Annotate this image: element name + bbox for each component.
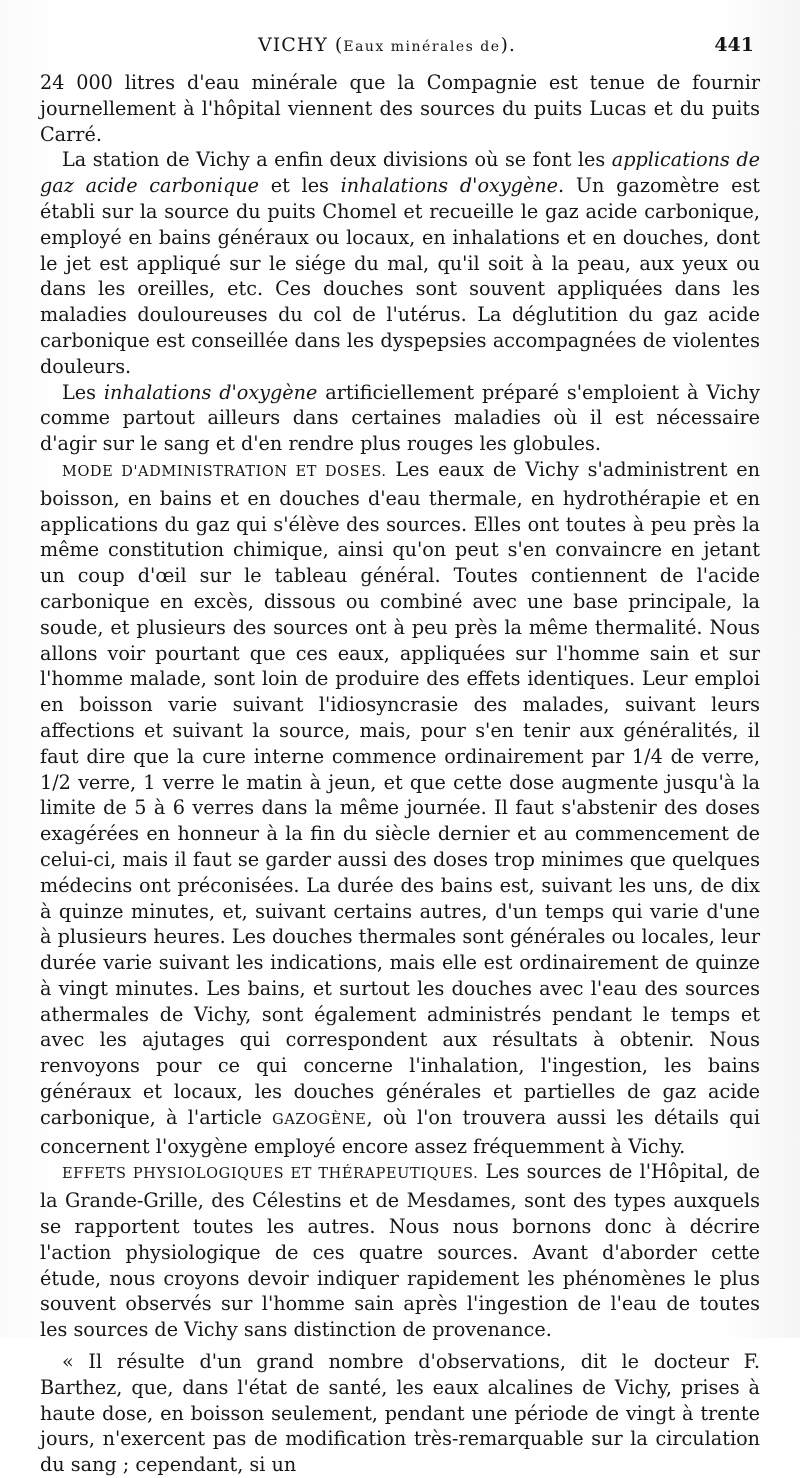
cross-reference-gazogene: GAZOGÈNE xyxy=(272,1111,367,1128)
running-title-smallcaps: Eaux minérales de xyxy=(343,39,501,55)
paragraph-text: La station de Vichy a enfin deux divisions où se font les xyxy=(62,148,612,172)
paragraph-text: 24 000 litres d'eau minérale que la Compagnie est tenue de fournir journellement à l'hôpital viennent des sources du puits Lucas et du puits Carré. xyxy=(40,71,760,146)
running-title-end: ). xyxy=(500,34,516,56)
body-text xyxy=(40,70,760,1478)
section-heading-administration: MODE D'ADMINISTRATION ET DOSES. xyxy=(62,463,387,480)
paragraph-administration xyxy=(40,457,760,1160)
running-head xyxy=(0,32,800,60)
running-title xyxy=(258,34,516,56)
paragraph-text: artificiellement préparé s'emploient à Vichy comme partout ailleurs dans certaines maladies où il est nécessaire d'agir sur le sang et d'en rendre plus rouges les globules. xyxy=(40,380,760,456)
paragraph-text: Les eaux de Vichy s'administrent en boisson, en bains et en douches d'eau thermale, en hydrothérapie et en applications du gaz qui s'élève des sources. Elles ont toutes à peu près la même constitution chimique, ainsi qu'on peut s'en convaincre en jetant un coup d'œil sur le tableau général. Toutes contiennent de l'acide carbonique en excès, dissous ou combiné avec une base principale, la soude, et plusieurs des sources ont à peu près la même thermalité. Nous allons voir pourtant que ces eaux, appliquées sur l'homme sain et sur l'homme malade, sont loin de produire des effets identiques. Leur emploi en boisson varie suivant l'idiosyncrasie des malades, suivant leurs affections et suivant la source, mais, pour s'en tenir aux généralités, il faut dire que la cure interne commence ordinairement par 1/4 de verre, 1/2 verre, 1 verre le matin à jeun, et que cette dose augmente jusqu'à la limite de 5 à 6 verres dans la même journée. Il faut s'abstenir des doses exagérées en honneur à la fin du siècle dernier et au commencement de celui-ci, mais il faut se garder aussi des doses trop minimes que quelques médecins ont préconisées. La durée des bains est, suivant les uns, de dix à quinze minutes, et, suivant certains autres, d'un temps qui varie d'une à plusieurs heures. Les douches thermales sont générales ou locales, leur durée varie suivant les indications, mais elle est ordinairement de quinze à vingt minutes. Les bains, et surtout les douches avec l'eau des sources athermales de Vichy, sont également administrés pendant le temps et avec les ajutages qui correspondent aux résultats à obtenir. Nous renvoyons pour ce qui concerne l'inhalation, l'ingestion, les bains généraux et locaux, les douches générales et partielles de gaz acide carbonique, à l'article xyxy=(40,457,760,1129)
paragraph-continuation xyxy=(40,70,760,147)
paragraph-gas-station xyxy=(40,147,760,379)
running-title-main: VICHY ( xyxy=(258,34,344,56)
paragraph-text: Les sources de l'Hôpital, de la Grande-Grille, des Célestins et de Mesdames, sont des types auxquels se rapportent toutes les autres. Nous nous bornons donc à décrire l'action physiologique de ces quatre sources. Avant d'aborder cette étude, nous croyons devoir indiquer rapidement les phénomènes le plus souvent observés sur l'homme sain après l'ingestion de l'eau de toutes les sources de Vichy sans distinction de provenance. xyxy=(40,1160,760,1342)
paragraph-text: et les xyxy=(258,174,341,198)
paragraph-effects xyxy=(40,1159,760,1343)
paragraph-text: Un gazomètre est établi sur la source du puits Chomel et recueille le gaz acide carbonique, employé en bains généraux ou locaux, en inhalations et en douches, dont le jet est appliqué sur le siége du mal, qu'il soit à la peau, aux yeux ou dans les oreilles, etc. Ces douches sont souvent appliquées dans les maladies douloureuses du col de l'utérus. La déglutition du gaz acide carbonique est conseillée dans les dyspepsies accompagnées de violentes douleurs. xyxy=(40,174,760,378)
paragraph-quotation xyxy=(40,1349,760,1478)
italic-term: inhalations d'oxygène. xyxy=(340,174,565,198)
page-number: 441 xyxy=(714,34,754,56)
section-heading-effects: EFFETS PHYSIOLOGIQUES ET THÉRAPEUTIQUES. xyxy=(62,1166,479,1183)
paragraph-oxygen xyxy=(40,380,760,457)
paragraph-text: , où l'on trouvera aussi les détails qui concernent l'oxygène employé encore assez fréquemment à Vichy. xyxy=(40,1105,760,1158)
paragraph-text: « Il résulte d'un grand nombre d'observations, dit le docteur F. Barthez, que, dans l'état de santé, les eaux alcalines de Vichy, prises à haute dose, en boisson seulement, pendant une période de vingt à trente jours, n'exercent pas de modification très-remarquable sur la circulation du sang ; cependant, si un xyxy=(40,1350,760,1477)
paragraph-text: Les xyxy=(62,380,104,404)
italic-term: applications de gaz acide carbonique xyxy=(40,148,760,198)
italic-term: inhalations d'oxygène xyxy=(103,380,318,404)
